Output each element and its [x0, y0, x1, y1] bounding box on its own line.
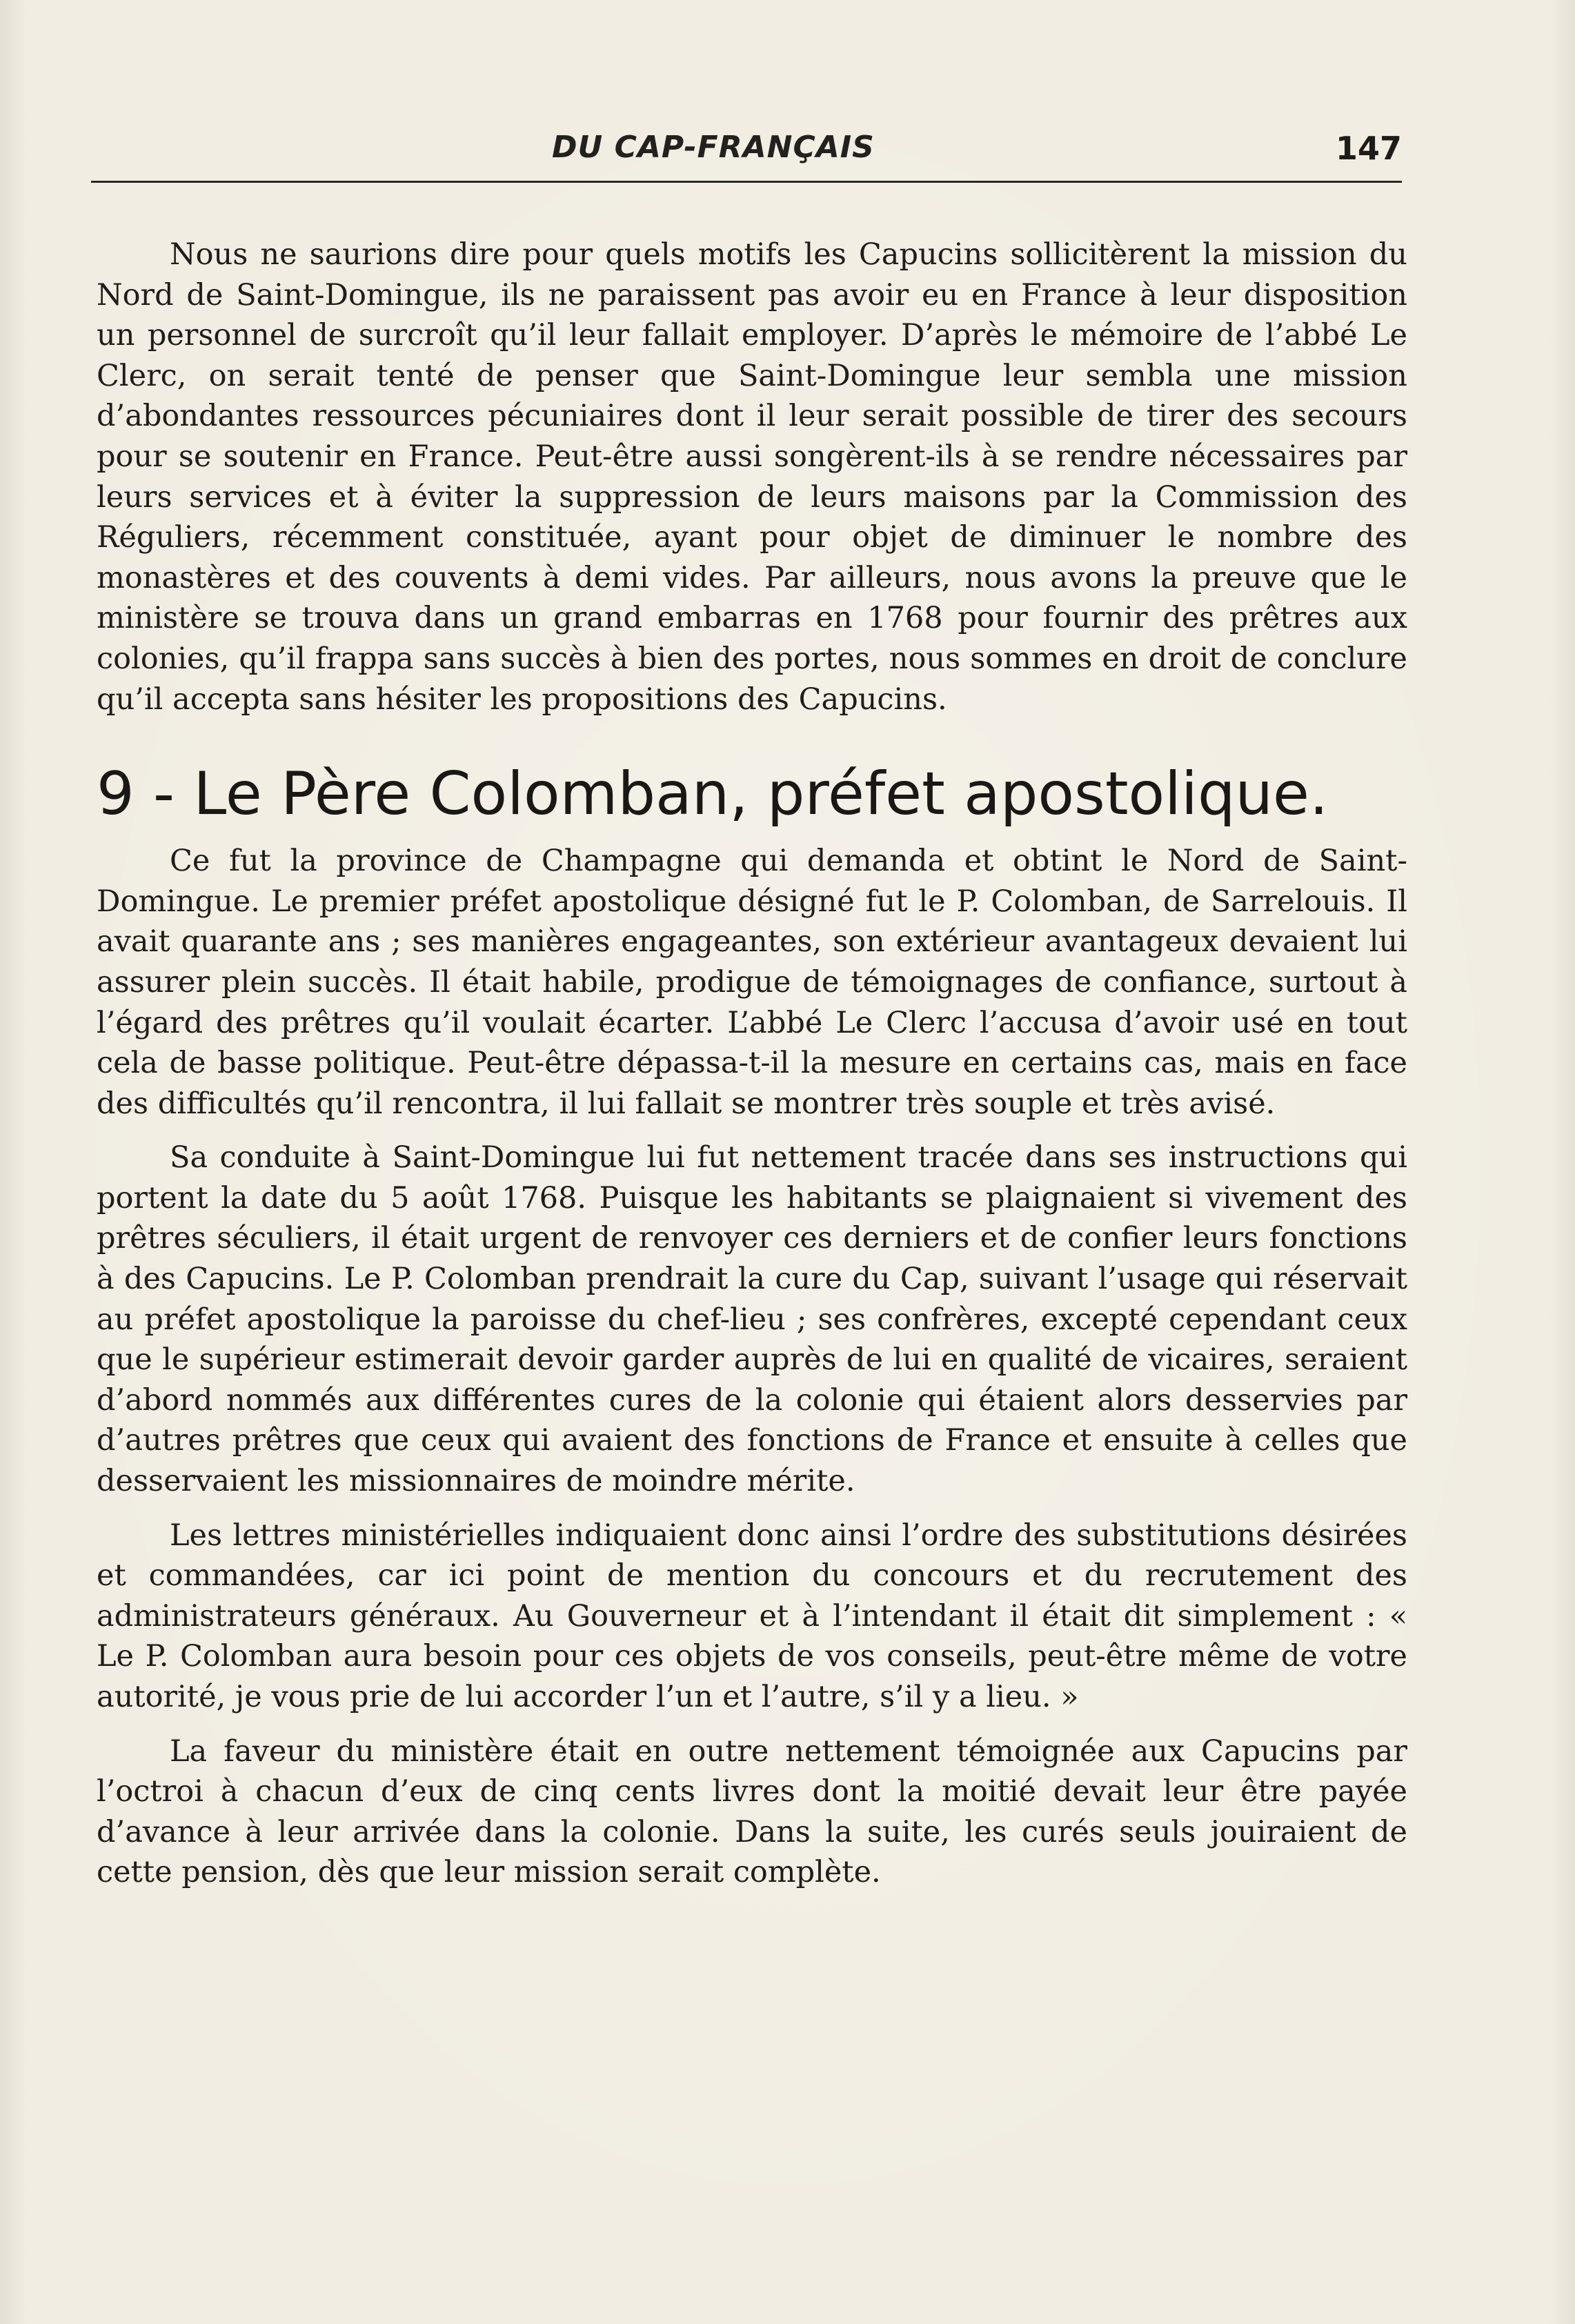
paragraph-5: La faveur du ministère était en outre nettement témoignée aux Capucins par l’octroi à chacun d’eux de cinq cents livres dont la moitié devait leur être payée d’avance à leur arrivée dans la colonie. Dans la suite, les curés seuls jouiraient de cette pension, dès que leur mission serait complète. — [97, 1734, 1407, 1890]
paragraph-3: Sa conduite à Saint-Domingue lui fut nettement tracée dans ses instructions qui portent la date du 5 août 1768. Puisque les habitants se plaignaient si vivement des prêtres séculiers, il était urgent de renvoyer ces derniers et de confier leurs fonctions à des Capucins. Le P. Colomban prendrait la cure du Cap, suivant l’usage qui réservait au préfet apostolique la paroisse du chef-lieu ; ses confrères, excepté cependant ceux que le supérieur estimerait devoir garder auprès de lui en qualité de vicaires, seraient d’abord nommés aux différentes cures de la colonie qui étaient alors desservies par d’autres prêtres que ceux qui avaient des fonctions de France et ensuite à celles que desservaient les missionnaires de moindre mérite. — [97, 1140, 1407, 1499]
paragraph-4: Les lettres ministérielles indiquaient donc ainsi l’ordre des substitutions désirées et commandées, car ici point de mention du concours et du recrutement des administrateurs généraux. Au Gouverneur et à l’intendant il était dit simplement : « Le P. Colomban aura besoin pour ces objets de vos conseils, peut-être même de votre autorité, je vous prie de lui accorder l’un et l’autre, s’il y a lieu. » — [97, 1518, 1407, 1714]
header-rule — [91, 181, 1402, 183]
body-text — [97, 235, 1407, 1893]
page-header — [91, 124, 1402, 179]
paragraph-2: Ce fut la province de Champagne qui demanda et obtint le Nord de Saint-Domingue. Le premier préfet apostolique désigné fut le P. Colomban, de Sarrelouis. Il avait quarante ans ; ses manières engageantes, son extérieur avantageux devaient lui assurer plein succès. Il était habile, prodigue de témoignages de confiance, surtout à l’égard des prêtres qu’il voulait écarter. L’abbé Le Clerc l’accusa d’avoir usé en tout cela de basse politique. Peut-être dépassa-t-il la mesure en certains cas, mais en face des difficultés qu’il rencontra, il lui fallait se montrer très souple et très avisé. — [97, 844, 1407, 1121]
running-title: DU CAP-FRANÇAIS — [552, 130, 875, 165]
section-title: 9 - Le Père Colomban, préfet apostolique. — [97, 759, 1329, 829]
paragraph-1: Nous ne saurions dire pour quels motifs les Capucins sollicitèrent la mission du Nord de Saint-Domingue, ils ne paraissent pas avoir eu en France à leur disposition un personnel de surcroît qu’il leur fallait employer. D’après le mémoire de l’abbé Le Clerc, on serait tenté de penser que Saint-Domingue leur sembla une mission d’abondantes ressources pécuniaires dont il leur serait possible de tirer des secours pour se soutenir en France. Peut-être aussi songèrent-ils à se rendre nécessaires par leurs services et à éviter la suppression de leurs maisons par la Commission des Réguliers, récemment constituée, ayant pour objet de diminuer le nombre des monastères et des couvents à demi vides. Par ailleurs, nous avons la preuve que le ministère se trouva dans un grand embarras en 1768 pour fournir des prêtres aux colonies, qu’il frappa sans succès à bien des portes, nous sommes en droit de conclure qu’il accepta sans hésiter les propositions des Capucins. — [97, 237, 1407, 717]
page-number: 147 — [1335, 130, 1402, 167]
